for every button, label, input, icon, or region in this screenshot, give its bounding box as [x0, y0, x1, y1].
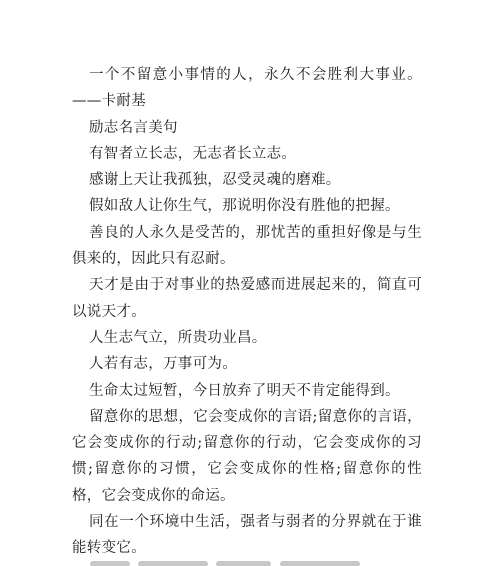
cropped-text-line: [90, 556, 390, 566]
quote-paragraph: 生命太过短暂，今日放弃了明天不肯定能得到。: [89, 382, 400, 399]
quote-paragraph: 天才是由于对事业的热爱感而进展起来的，简直可以说天才。: [72, 277, 422, 320]
quote-paragraph: 人生志气立，所贵功业昌。: [89, 329, 267, 346]
quote-paragraph: 有智者立长志，无志者长立志。: [89, 145, 297, 162]
quote-paragraph: 善良的人永久是受苦的，那忧苦的重担好像是与生俱来的，因此只有忍耐。: [72, 224, 422, 268]
quote-paragraph: 同在一个环境中生活，强者与弱者的分界就在于谁能转变它。: [72, 514, 422, 557]
quote-paragraph: 一个不留意小事情的人，永久不会胜利大事业。——卡耐基: [72, 67, 422, 110]
quote-paragraph: 假如敌人让你生气，那说明你没有胜他的把握。: [89, 198, 400, 215]
quote-paragraph: 感谢上天让我孤独，忍受灵魂的磨难。: [89, 172, 341, 189]
quote-paragraph: 人若有志，万事可为。: [89, 356, 237, 373]
quote-paragraph: 留意你的思想，它会变成你的言语;留意你的言语，它会变成你的行动;留意你的行动，它会变成你的习惯;留意你的习惯，它会变成你的性格;留意你的性格，它会变成你的命运。: [72, 408, 422, 504]
document-body: [72, 62, 422, 562]
section-heading: 励志名言美句: [89, 119, 178, 136]
